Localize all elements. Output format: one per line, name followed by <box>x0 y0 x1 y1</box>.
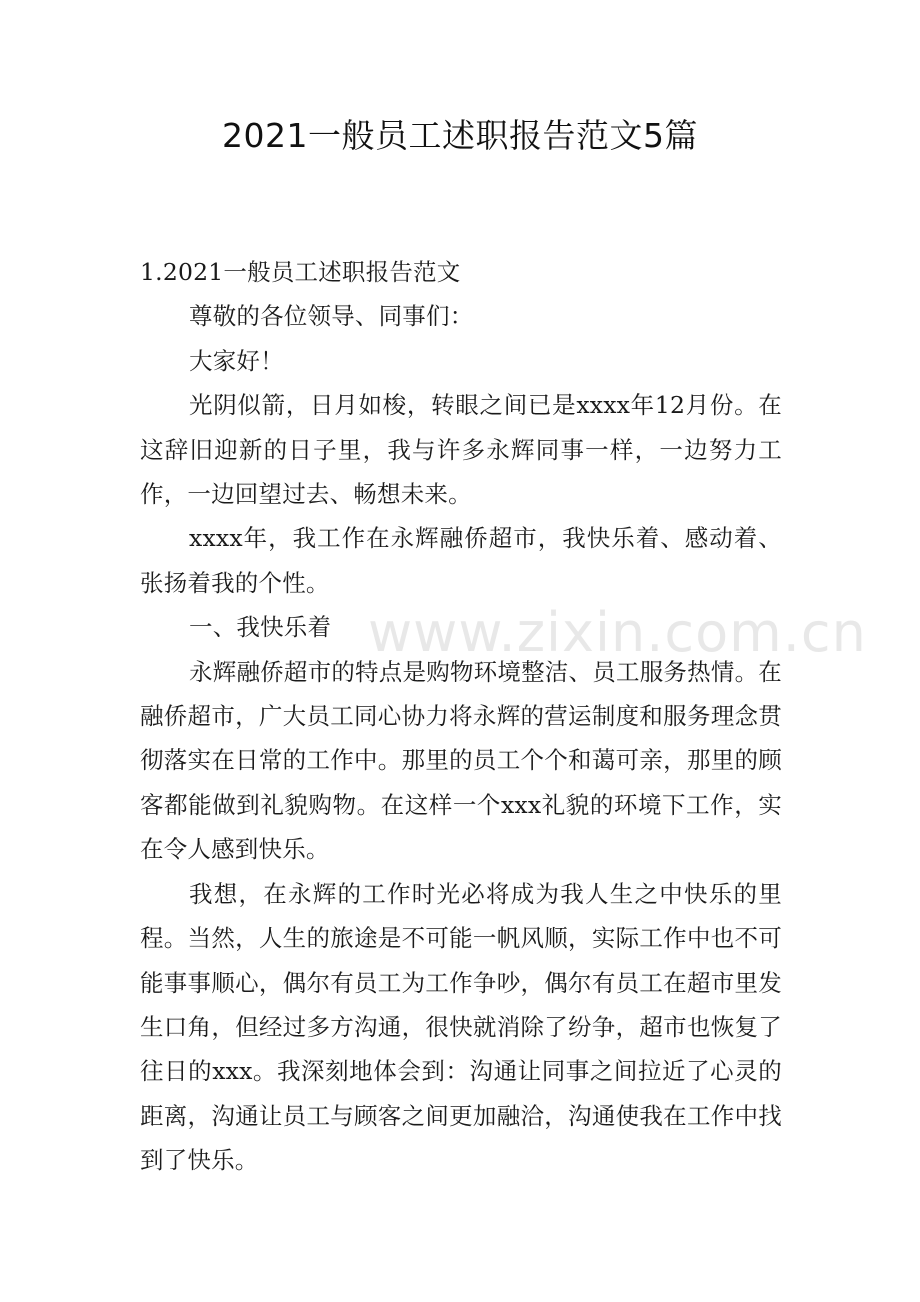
greeting: 大家好！ <box>189 346 284 375</box>
watermark: www.zixin.com.cn <box>368 601 867 664</box>
document-body <box>140 250 782 1183</box>
paragraph-environment: 永辉融侨超市的特点是购物环境整洁、员工服务热情。在融侨超市，广大员工同心协力将永辉的营运制度和服务理念贯彻落实在日常的工作中。那里的员工个个和蔼可亲，那里的顾客都能做到礼貌购物。在这样一个xxx礼貌的环境下工作，实在令人感到快乐。 <box>140 657 782 864</box>
paragraph-intro: 光阴似箭，日月如梭，转眼之间已是xxxx年12月份。在这辞旧迎新的日子里，我与许多永辉同事一样，一边努力工作，一边回望过去、畅想未来。 <box>140 391 782 509</box>
salutation: 尊敬的各位领导、同事们： <box>189 302 474 331</box>
section-heading: 1.2021一般员工述职报告范文 <box>140 258 461 286</box>
paragraph-workplace: xxxx年，我工作在永辉融侨超市，我快乐着、感动着、张扬着我的个性。 <box>140 524 782 597</box>
paragraph-communication: 我想，在永辉的工作时光必将成为我人生之中快乐的里程。当然，人生的旅途是不可能一帆风顺，实际工作中也不可能事事顺心，偶尔有员工为工作争吵，偶尔有员工在超市里发生口角，但经过多方沟通，很快就消除了纷争，超市也恢复了往日的xxx。我深刻地体会到：沟通让同事之间拉近了心灵的距离，沟通让员工与顾客之间更加融洽，沟通使我在工作中找到了快乐。 <box>140 879 782 1175</box>
subheading-happy: 一、我快乐着 <box>189 613 332 642</box>
document-title: 2021一般员工述职报告范文5篇 <box>222 116 698 155</box>
